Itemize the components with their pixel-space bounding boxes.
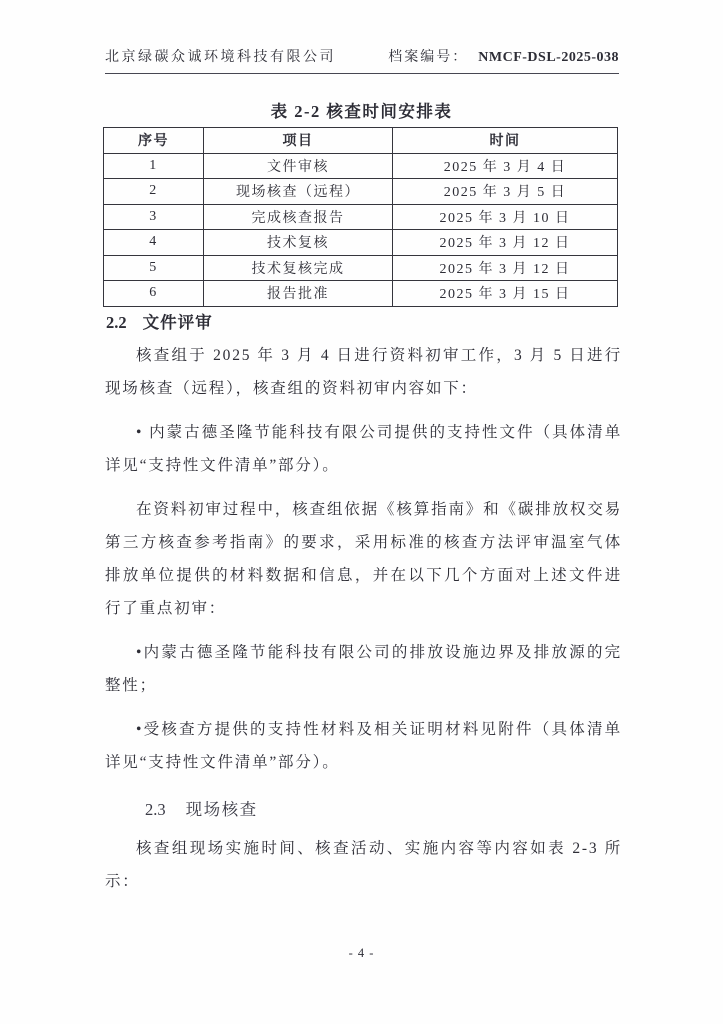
table-row (104, 153, 618, 179)
table-header-row (104, 128, 618, 154)
file-number-group (388, 46, 619, 66)
table-row (104, 281, 618, 307)
cell-index: 2 (104, 179, 204, 205)
cell-index: 6 (104, 281, 204, 307)
cell-time: 2025 年 3 月 12 日 (393, 230, 618, 256)
cell-item: 文件审核 (204, 153, 393, 179)
cell-item: 现场核查（远程） (204, 179, 393, 205)
cell-item: 完成核查报告 (204, 204, 393, 230)
col-header-item: 项目 (204, 128, 393, 154)
cell-time: 2025 年 3 月 12 日 (393, 255, 618, 281)
section-number: 2.3 (145, 800, 166, 819)
page-header (105, 46, 619, 74)
verification-schedule-table (103, 127, 618, 307)
paragraph: 核查组现场实施时间、核查活动、实施内容等内容如表 2-3 所示： (105, 840, 622, 890)
cell-time: 2025 年 3 月 5 日 (393, 179, 618, 205)
file-number-label: 档案编号： (388, 50, 469, 65)
cell-index: 4 (104, 230, 204, 256)
cell-item: 报告批准 (204, 281, 393, 307)
cell-item: 技术复核 (204, 230, 393, 256)
table-row (104, 179, 618, 205)
section-number: 2.2 (106, 313, 127, 332)
table-row (104, 230, 618, 256)
file-number-value: NMCF-DSL-2025-038 (478, 50, 619, 65)
bullet-item: •受核查方提供的支持性材料及相关证明材料见附件（具体清单详见“支持性文件清单”部分）。 (105, 721, 622, 771)
company-name: 北京绿碳众诚环境科技有限公司 (105, 50, 336, 65)
col-header-index: 序号 (104, 128, 204, 154)
col-header-time: 时间 (393, 128, 618, 154)
table-caption: 表 2-2 核查时间安排表 (270, 102, 453, 121)
body-content (105, 339, 622, 909)
page-number: - 4 - (348, 946, 375, 960)
section-title: 文件评审 (142, 313, 213, 332)
cell-time: 2025 年 3 月 10 日 (393, 204, 618, 230)
section-heading-2-3 (105, 793, 622, 826)
bullet-item: •内蒙古德圣隆节能科技有限公司的排放设施边界及排放源的完整性； (105, 644, 622, 694)
cell-item: 技术复核完成 (204, 255, 393, 281)
cell-time: 2025 年 3 月 15 日 (393, 281, 618, 307)
cell-time: 2025 年 3 月 4 日 (393, 153, 618, 179)
section-title: 现场核查 (185, 800, 258, 819)
cell-index: 3 (104, 204, 204, 230)
table-row (104, 255, 618, 281)
cell-index: 1 (104, 153, 204, 179)
bullet-item: • 内蒙古德圣隆节能科技有限公司提供的支持性文件（具体清单详见“支持性文件清单”部分）。 (105, 424, 622, 474)
table-row (104, 204, 618, 230)
paragraph: 在资料初审过程中，核查组依据《核算指南》和《碳排放权交易第三方核查参考指南》的要求，采用标准的核查方法评审温室气体排放单位提供的材料数据和信息，并在以下几个方面对上述文件进行了重点初审： (105, 501, 622, 617)
section-heading-2-2 (106, 309, 213, 333)
cell-index: 5 (104, 255, 204, 281)
paragraph: 核查组于 2025 年 3 月 4 日进行资料初审工作，3 月 5 日进行现场核查（远程），核查组的资料初审内容如下： (105, 347, 622, 397)
